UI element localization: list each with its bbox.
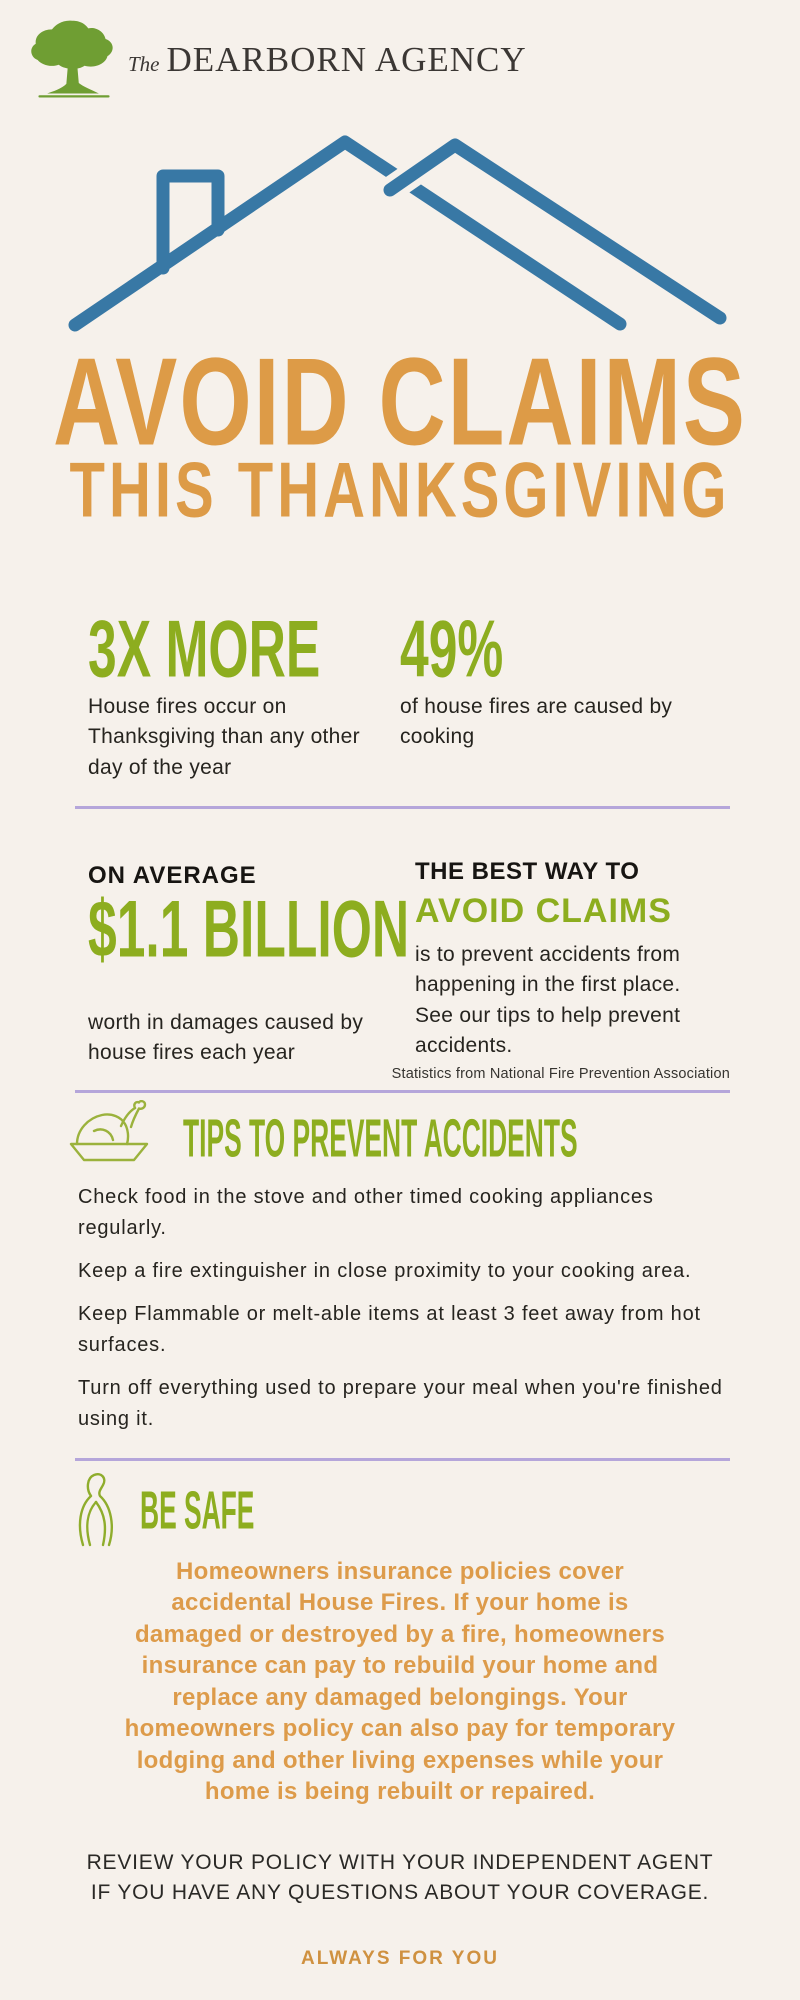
tree-icon — [30, 18, 118, 102]
stat-3x-more-value: 3X MORE — [88, 603, 321, 695]
tip-item-2: Keep a fire extinguisher in close proximity to your cooking area. — [78, 1260, 692, 1282]
tips-list — [78, 1182, 723, 1447]
logo-prefix: The — [128, 52, 160, 76]
stat-billion — [88, 883, 461, 975]
wishbone-icon — [74, 1470, 126, 1555]
main-title-text: AVOID CLAIMS — [53, 331, 747, 472]
be-safe-heading-text: BE SAFE — [140, 1481, 255, 1541]
on-average-label: ON AVERAGE — [88, 862, 257, 889]
turkey-icon — [64, 1100, 154, 1169]
tips-heading-text: TIPS TO PREVENT ACCIDENTS — [183, 1109, 578, 1169]
stat-3x-more-desc: House fires occur on Thanksgiving than any other day of the year — [88, 695, 360, 779]
stat-49pct-desc: of house fires are caused by cooking — [400, 695, 673, 749]
sub-title — [0, 446, 800, 534]
review-line-1: REVIEW YOUR POLICY WITH YOUR INDEPENDENT AGENT — [86, 1851, 714, 1874]
main-title — [0, 331, 800, 472]
stat-49pct-value: 49% — [400, 603, 504, 695]
be-safe-heading — [140, 1481, 313, 1541]
insurance-paragraph-text: Homeowners insurance policies cover accidental House Fires. If your home is damaged or destroyed by a fire, homeowners insurance can pay to rebuild your home and replace any damaged belongings. Your homeowners policy can also pay for temporary lodging and other living expenses while your home is being rebuilt or repaired. — [124, 1558, 676, 1806]
stat-billion-desc: worth in damages caused by house fires each year — [88, 1011, 364, 1065]
tip-item-3: Keep Flammable or melt-able items at least 3 feet away from hot surfaces. — [78, 1303, 701, 1356]
logo-name: DEARBORN AGENCY — [166, 40, 527, 79]
best-way-label: THE BEST WAY TO — [415, 858, 640, 885]
review-policy-note — [40, 1848, 760, 1909]
sub-title-text: THIS THANKSGIVING — [69, 446, 731, 534]
stat-49pct — [400, 603, 520, 695]
tagline: ALWAYS FOR YOU — [301, 1948, 499, 1969]
best-way-value: AVOID CLAIMS — [415, 892, 672, 930]
roofline-icon — [60, 118, 740, 338]
tips-heading — [183, 1109, 781, 1169]
review-line-2: IF YOU HAVE ANY QUESTIONS ABOUT YOUR COVERAGE. — [90, 1881, 710, 1905]
best-way-desc: is to prevent accidents from happening in the first place. See our tips to help prevent accidents. — [415, 943, 681, 1058]
section-divider-2 — [75, 1090, 730, 1093]
tip-item-1: Check food in the stove and other timed cooking appliances regularly. — [78, 1186, 654, 1239]
stat-3x-more — [88, 603, 358, 695]
stat-billion-value: $1.1 BILLION — [88, 883, 410, 975]
tip-item-4: Turn off everything used to prepare your meal when you're finished using it. — [78, 1377, 723, 1430]
section-divider-3 — [75, 1458, 730, 1461]
agency-name — [128, 40, 527, 80]
insurance-paragraph — [60, 1556, 740, 1808]
statistics-attribution: Statistics from National Fire Prevention Association — [391, 1066, 730, 1082]
section-divider-1 — [75, 806, 730, 809]
agency-logo — [30, 18, 527, 102]
